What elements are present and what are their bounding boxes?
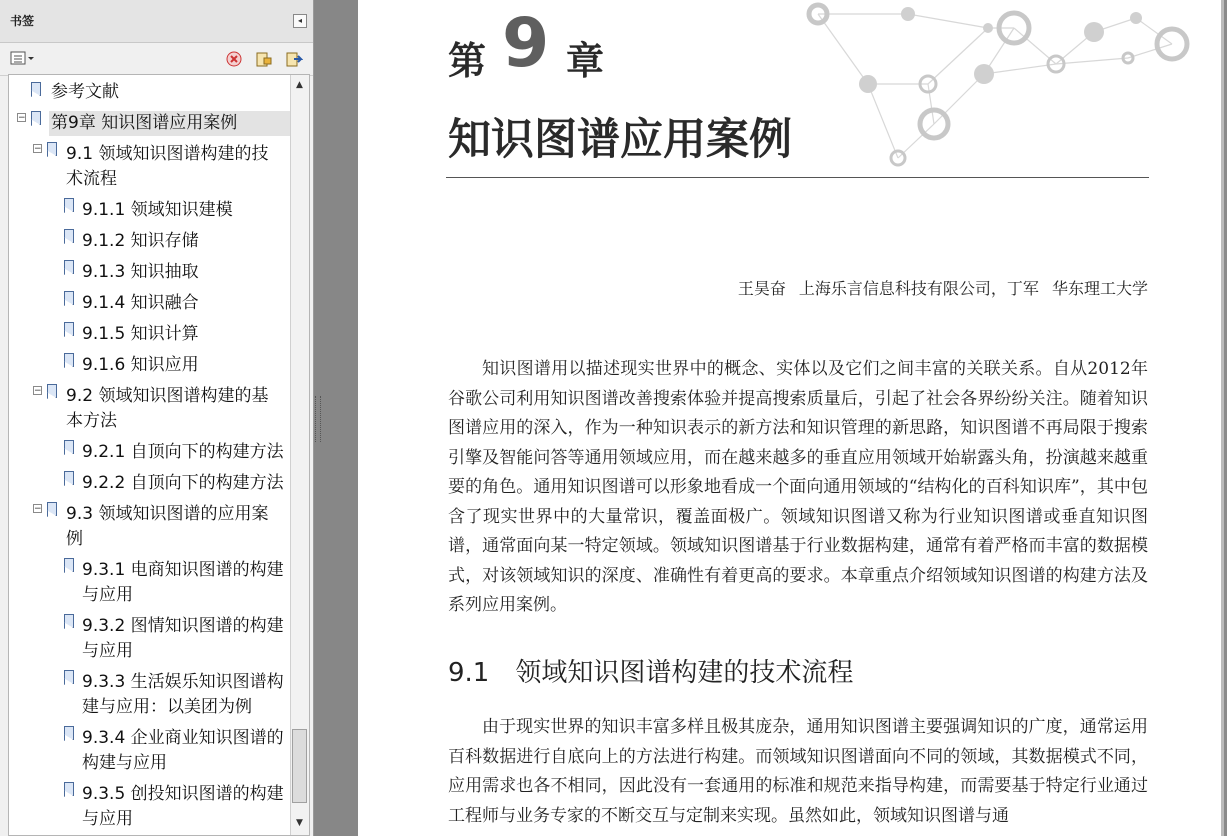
document-page [358,0,1224,836]
splitter-grip-icon[interactable] [315,396,321,442]
section-number: 9.1 [448,658,490,688]
bookmark-item[interactable]: 9.1.6 知识应用 [82,353,199,378]
triangle-left-icon[interactable]: ◂ [293,14,307,28]
bookmark-item[interactable]: 9.1.3 知识抽取 [82,260,199,285]
bookmarks-panel [0,0,314,836]
bookmark-icon [64,471,74,485]
bookmark-item[interactable]: 参考文献 [51,80,119,105]
delete-circle-icon[interactable] [225,50,243,68]
list-options-icon[interactable] [10,50,36,68]
new-bookmark-icon[interactable] [255,50,273,68]
collapse-toggle-icon[interactable]: − [34,144,42,154]
bookmark-item[interactable]: 9.1.4 知识融合 [82,291,199,316]
bookmark-item[interactable]: 9.3.4 企业商业知识图谱的 构建与应用 [82,726,292,776]
bookmark-icon [64,291,74,305]
chapter-suffix: 章 [566,39,605,83]
bookmarks-toolbar [0,43,313,76]
bookmark-icon [64,782,74,796]
bookmarks-tree [8,74,310,836]
panel-splitter[interactable] [314,0,358,836]
bookmark-item[interactable]: 9.1.2 知识存储 [82,229,199,254]
bookmark-item[interactable]: 9.3.3 生活娱乐知识图谱构 建与应用：以美团为例 [82,670,292,720]
intro-paragraph: 知识图谱用以描述现实世界中的概念、实体以及它们之间丰富的关联关系。自从2012年谷歌公司利用知识图谱改善搜索体验并提高搜索质量后，引起了社会各界纷纷关注。随着知识图谱应用的深入，作为一种知识表示的新方法和知识管理的新思路，知识图谱不再局限于搜索引擎及智能问答等通用领域应用，而在越来越多的垂直应用领域开始崭露头角，扮演越来越重要的角色。通用知识图谱可以形象地看成一个面向通用领域的“结构化的百科知识库”，其中包含了现实世界中的大量常识，覆盖面极广。领域知识图谱又称为行业知识图谱或垂直知识图谱，通常面向某一特定领域。领域知识图谱基于行业数据构建，通常有着严格而丰富的数据模式，对该领域知识的深度、准确性有着更高的要求。本章重点介绍领域知识图谱的构建方法及系列应用案例。 [448,359,1148,615]
bookmark-icon [31,111,41,125]
collapse-toggle-icon[interactable]: − [34,504,42,514]
bookmarks-title: 书签 [10,14,35,28]
bookmark-icon [64,614,74,628]
authors-line: 王昊奋 上海乐言信息科技有限公司，丁军 华东理工大学 [737,279,1148,298]
bookmark-icon [64,726,74,740]
bookmark-icon [64,440,74,454]
bookmark-item[interactable]: 9.1.1 领域知识建模 [82,198,233,223]
bookmark-icon [64,260,74,274]
section-heading [448,652,853,689]
collapse-toggle-icon[interactable]: − [18,113,26,123]
bookmark-item[interactable]: 9.2.2 自顶向下的构建方法 [82,471,284,496]
expand-bookmark-icon[interactable] [285,50,303,68]
bookmark-item[interactable]: 9.2.1 自顶向下的构建方法 [82,440,284,465]
bookmark-icon [64,353,74,367]
bookmark-icon [64,558,74,572]
document-scrollbar-edge[interactable] [1221,0,1224,836]
bookmark-item[interactable]: 9.3.2 图情知识图谱的构建 与应用 [82,614,292,664]
title-rule [446,177,1149,178]
bookmark-icon [31,82,41,96]
chapter-prefix: 第 [448,39,487,83]
bookmark-item[interactable]: 9.3.1 电商知识图谱的构建 与应用 [82,558,292,608]
bookmarks-scrollbar[interactable] [290,75,309,835]
network-graphic [788,0,1224,180]
chapter-number: 9 [502,4,550,83]
bookmark-icon [64,198,74,212]
collapse-toggle-icon[interactable]: − [34,386,42,396]
bookmark-item-selected[interactable]: − 第9章 知识图谱应用案例 [49,111,291,136]
bookmark-icon [47,502,57,516]
bookmark-icon [47,384,57,398]
bookmark-icon [64,670,74,684]
section-title: 领域知识图谱构建的技术流程 [515,658,854,688]
bookmark-item[interactable]: − 9.2 领域知识图谱构建的基 本方法 [34,386,269,431]
scroll-down-icon[interactable]: ▼ [296,818,303,828]
bookmark-icon [64,229,74,243]
bookmark-icon [64,322,74,336]
bookmark-item[interactable]: 9.3.5 创投知识图谱的构建 与应用 [82,782,292,832]
bookmark-item[interactable]: − 9.1 领域知识图谱构建的技 术流程 [34,144,269,189]
bookmark-item[interactable]: − 9.3 领域知识图谱的应用案 例 [34,504,269,549]
scroll-up-icon[interactable]: ▲ [296,80,303,90]
scrollbar-thumb[interactable] [292,729,307,803]
chapter-title: 知识图谱应用案例 [448,115,792,165]
bookmarks-header [0,0,313,43]
bookmark-icon [47,142,57,156]
bookmark-item[interactable]: 9.1.5 知识计算 [82,322,199,347]
section-paragraph: 由于现实世界的知识丰富多样且极其庞杂，通用知识图谱主要强调知识的广度，通常运用百科数据进行自底向上的方法进行构建。而领域知识图谱面向不同的领域，其数据模式不同，应用需求也各不相同，因此没有一套通用的标准和规范来指导构建，而需要基于特定行业通过工程师与业务专家的不断交互与定制来实现。虽然如此，领域知识图谱与通 [448,717,1148,826]
